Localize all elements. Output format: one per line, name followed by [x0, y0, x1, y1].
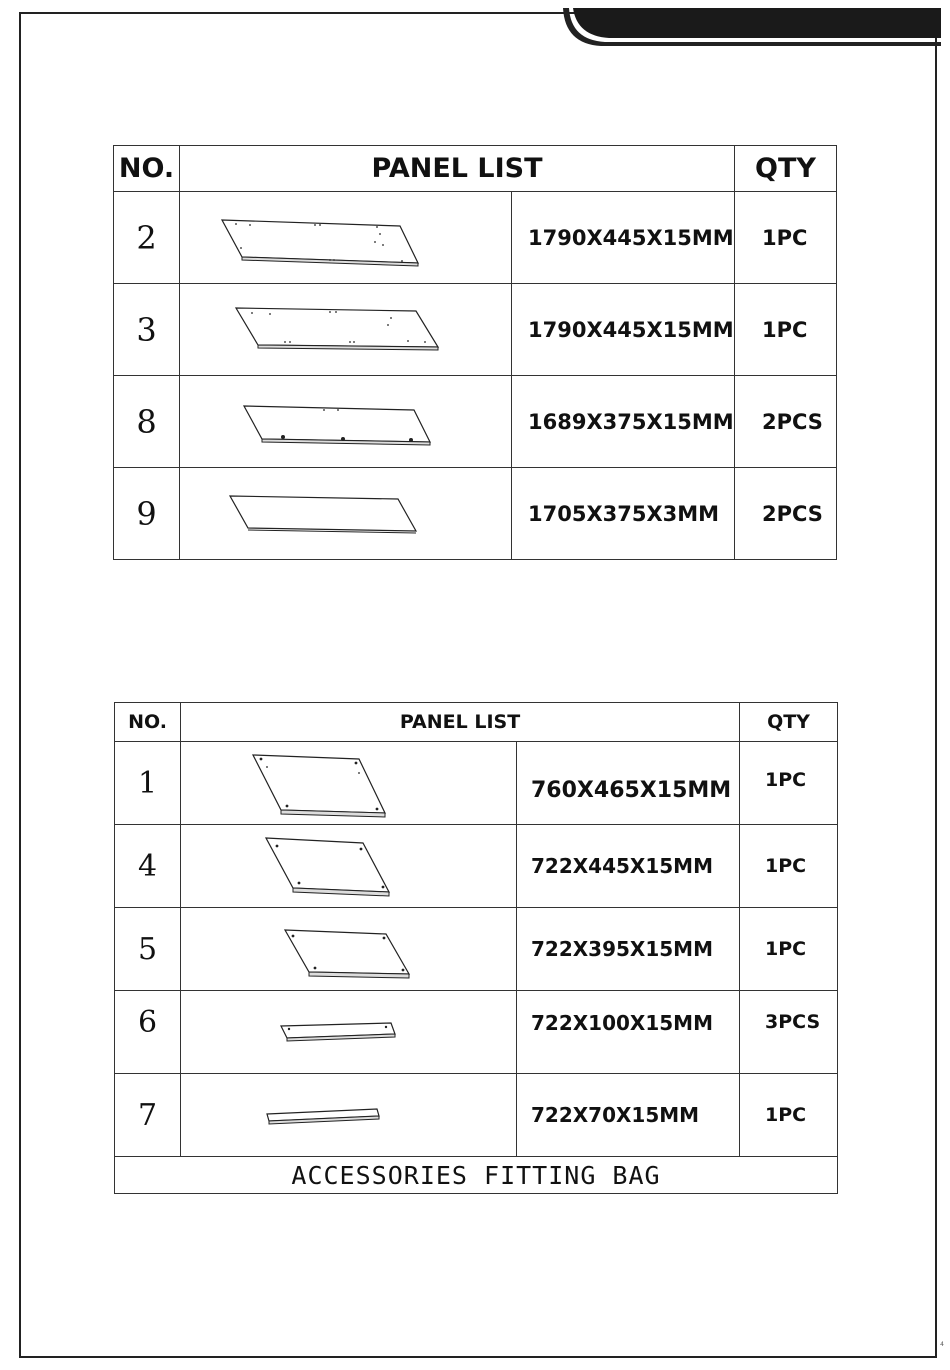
panel-2-drawing: [180, 193, 510, 283]
panel-3-drawing: [180, 285, 510, 375]
panel-list-table-2: [114, 702, 838, 1194]
panel-number: 9: [114, 468, 180, 560]
panel-dimensions: 1790X445X15MM: [512, 284, 735, 376]
panel-quantity: 1PC: [740, 908, 838, 991]
accessories-row: [115, 1157, 838, 1194]
panel-dimensions: 722X100X15MM: [517, 991, 740, 1074]
panel-number: 2: [114, 192, 180, 284]
panel-illustration-cell: [181, 1074, 517, 1157]
table-row: [114, 376, 837, 468]
table-row: [114, 284, 837, 376]
table-row: [115, 908, 838, 991]
accessories-fitting-bag-label: ACCESSORIES FITTING BAG: [115, 1157, 838, 1194]
panel-number: 7: [115, 1074, 181, 1157]
panel-number: 3: [114, 284, 180, 376]
panel-dimensions: 722X445X15MM: [517, 825, 740, 908]
panel-dimensions: 722X395X15MM: [517, 908, 740, 991]
panel-illustration-cell: [181, 908, 517, 991]
header-panel-list: PANEL LIST: [180, 146, 735, 192]
panel-6-drawing: [181, 992, 515, 1072]
table-row: [115, 1074, 838, 1157]
panel-5-drawing: [181, 909, 515, 989]
header-no: NO.: [115, 703, 181, 742]
table-row: [114, 192, 837, 284]
panel-quantity: 1PC: [740, 1074, 838, 1157]
panel-dimensions: 760X465X15MM: [517, 742, 740, 825]
panel-illustration-cell: [181, 825, 517, 908]
panel-illustration-cell: [180, 192, 512, 284]
panel-9-drawing: [180, 469, 510, 559]
panel-8-drawing: [180, 377, 510, 467]
panel-4-drawing: [181, 826, 515, 906]
header-qty: QTY: [740, 703, 838, 742]
panel-dimensions: 1689X375X15MM: [512, 376, 735, 468]
table-row: [114, 468, 837, 560]
page-number: 4: [940, 1341, 944, 1348]
table-header-row: [114, 146, 837, 192]
panel-illustration-cell: [181, 742, 517, 825]
panel-illustration-cell: [181, 991, 517, 1074]
header-tab-decoration: [561, 8, 941, 48]
panel-list-table-1: [113, 145, 837, 560]
panel-illustration-cell: [180, 376, 512, 468]
panel-1-drawing: [181, 743, 515, 823]
header-qty: QTY: [735, 146, 837, 192]
panel-number: 4: [115, 825, 181, 908]
panel-illustration-cell: [180, 468, 512, 560]
panel-quantity: 2PCS: [735, 468, 837, 560]
panel-quantity: 1PC: [740, 742, 838, 825]
table-row: [115, 742, 838, 825]
panel-dimensions: 1705X375X3MM: [512, 468, 735, 560]
panel-quantity: 1PC: [735, 192, 837, 284]
panel-7-drawing: [181, 1075, 515, 1155]
panel-number: 6: [115, 991, 181, 1074]
table-header-row: [115, 703, 838, 742]
panel-number: 1: [115, 742, 181, 825]
header-panel-list: PANEL LIST: [181, 703, 740, 742]
panel-number: 5: [115, 908, 181, 991]
table-row: [115, 825, 838, 908]
panel-illustration-cell: [180, 284, 512, 376]
panel-dimensions: 1790X445X15MM: [512, 192, 735, 284]
panel-dimensions: 722X70X15MM: [517, 1074, 740, 1157]
header-no: NO.: [114, 146, 180, 192]
panel-quantity: 2PCS: [735, 376, 837, 468]
panel-number: 8: [114, 376, 180, 468]
panel-quantity: 3PCS: [740, 991, 838, 1074]
panel-quantity: 1PC: [740, 825, 838, 908]
panel-quantity: 1PC: [735, 284, 837, 376]
table-row: [115, 991, 838, 1074]
